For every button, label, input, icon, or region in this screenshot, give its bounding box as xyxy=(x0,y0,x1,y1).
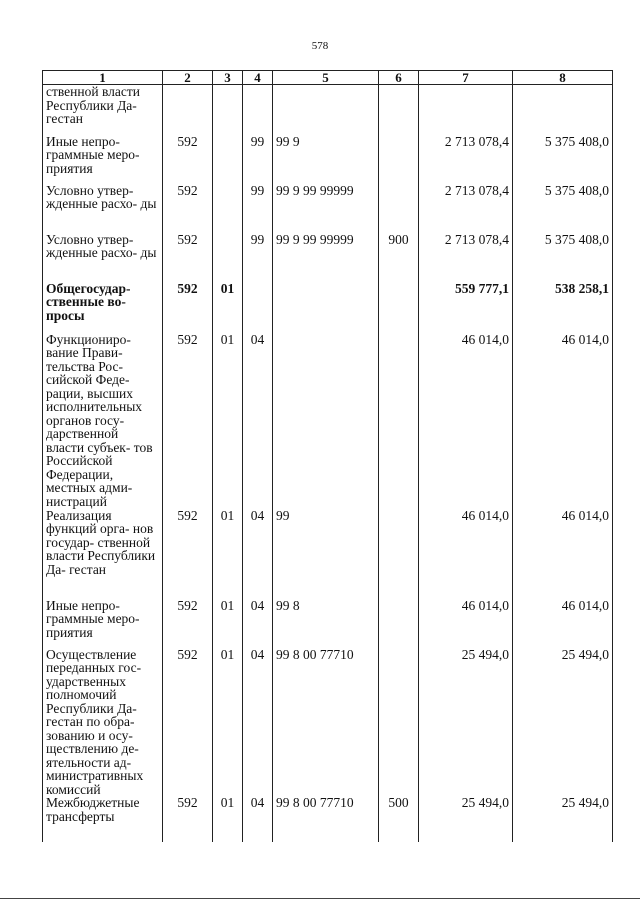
cell-c4 xyxy=(243,85,273,135)
row-name-cell: Общегосудар- ственные во- просы xyxy=(43,282,163,333)
cell-c2: 592 xyxy=(163,233,213,282)
cell-c5: 99 8 00 77710 xyxy=(273,796,379,842)
cell-c7: 46 014,0 xyxy=(419,333,513,509)
cell-c6 xyxy=(379,135,419,184)
page-number: 578 xyxy=(311,40,329,52)
cell-c5: 99 xyxy=(273,509,379,599)
cell-c8: 25 494,0 xyxy=(513,796,613,842)
cell-c8: 46 014,0 xyxy=(513,509,613,599)
col-header-1: 1 xyxy=(43,71,163,85)
cell-c8: 25 494,0 xyxy=(513,648,613,797)
cell-c6 xyxy=(379,184,419,233)
cell-c6: 900 xyxy=(379,233,419,282)
cell-c8: 46 014,0 xyxy=(513,333,613,509)
cell-c4: 99 xyxy=(243,233,273,282)
cell-c3 xyxy=(213,85,243,135)
col-header-8: 8 xyxy=(513,71,613,85)
cell-c4: 04 xyxy=(243,796,273,842)
cell-c3 xyxy=(213,184,243,233)
col-header-6: 6 xyxy=(379,71,419,85)
table-row xyxy=(43,85,613,135)
cell-c2: 592 xyxy=(163,135,213,184)
cell-c2: 592 xyxy=(163,282,213,333)
cell-c5 xyxy=(273,282,379,333)
cell-c7: 25 494,0 xyxy=(419,648,513,797)
cell-c2: 592 xyxy=(163,333,213,509)
table-row xyxy=(43,796,613,842)
budget-table xyxy=(42,70,613,842)
row-name-cell: Реализация функций орга- нов государ- ственной власти Республики Да- гестан xyxy=(43,509,163,599)
cell-c8: 5 375 408,0 xyxy=(513,233,613,282)
cell-c4: 04 xyxy=(243,509,273,599)
cell-c3: 01 xyxy=(213,282,243,333)
cell-c4: 04 xyxy=(243,599,273,648)
cell-c5: 99 8 00 77710 xyxy=(273,648,379,797)
cell-c7: 46 014,0 xyxy=(419,599,513,648)
cell-c7: 46 014,0 xyxy=(419,509,513,599)
cell-c5: 99 9 xyxy=(273,135,379,184)
page-bottom-rule xyxy=(0,898,640,899)
table-row xyxy=(43,599,613,648)
cell-c3: 01 xyxy=(213,509,243,599)
cell-c5: 99 9 99 99999 xyxy=(273,233,379,282)
table-body xyxy=(43,85,613,843)
col-header-5: 5 xyxy=(273,71,379,85)
cell-c4: 04 xyxy=(243,648,273,797)
cell-c8: 5 375 408,0 xyxy=(513,135,613,184)
cell-c2 xyxy=(163,85,213,135)
cell-c3: 01 xyxy=(213,333,243,509)
cell-c3: 01 xyxy=(213,796,243,842)
cell-c6 xyxy=(379,85,419,135)
col-header-4: 4 xyxy=(243,71,273,85)
cell-c3 xyxy=(213,135,243,184)
cell-c2: 592 xyxy=(163,184,213,233)
cell-c3: 01 xyxy=(213,599,243,648)
table-row xyxy=(43,648,613,797)
cell-c8 xyxy=(513,85,613,135)
cell-c4: 99 xyxy=(243,135,273,184)
cell-c5: 99 8 xyxy=(273,599,379,648)
cell-c6 xyxy=(379,509,419,599)
cell-c5 xyxy=(273,333,379,509)
cell-c7: 2 713 078,4 xyxy=(419,135,513,184)
cell-c8: 538 258,1 xyxy=(513,282,613,333)
cell-c6: 500 xyxy=(379,796,419,842)
table-row xyxy=(43,233,613,282)
row-name-cell: Межбюджетные трансферты xyxy=(43,796,163,842)
table-row xyxy=(43,282,613,333)
cell-c7: 559 777,1 xyxy=(419,282,513,333)
row-name-cell: Осуществление переданных гос- ударственных полномочий Республики Да- гестан по обра- зованию и осу- ществлению де- ятельности ад- министративных комиссий xyxy=(43,648,163,797)
cell-c2: 592 xyxy=(163,509,213,599)
cell-c3 xyxy=(213,233,243,282)
cell-c2: 592 xyxy=(163,599,213,648)
row-name-cell: Условно утвер- жденные расхо- ды xyxy=(43,233,163,282)
row-name-cell: Иные непро- граммные меро- приятия xyxy=(43,135,163,184)
row-name-cell: Функциониро- вание Прави- тельства Рос- сийской Феде- рации, высших исполнительных органов госу- дарственной власти субъек- тов Российской Федерации, местных адми- нистраций xyxy=(43,333,163,509)
col-header-3: 3 xyxy=(213,71,243,85)
cell-c8: 5 375 408,0 xyxy=(513,184,613,233)
cell-c6 xyxy=(379,599,419,648)
cell-c4 xyxy=(243,282,273,333)
cell-c2: 592 xyxy=(163,796,213,842)
cell-c6 xyxy=(379,282,419,333)
cell-c8: 46 014,0 xyxy=(513,599,613,648)
table-header-row xyxy=(43,71,613,85)
row-name-cell: ственной власти Республики Да- гестан xyxy=(43,85,163,135)
cell-c7: 2 713 078,4 xyxy=(419,184,513,233)
cell-c6 xyxy=(379,333,419,509)
cell-c7: 25 494,0 xyxy=(419,796,513,842)
table-row xyxy=(43,135,613,184)
cell-c6 xyxy=(379,648,419,797)
table-row xyxy=(43,184,613,233)
col-header-7: 7 xyxy=(419,71,513,85)
cell-c4: 04 xyxy=(243,333,273,509)
col-header-2: 2 xyxy=(163,71,213,85)
cell-c5 xyxy=(273,85,379,135)
table-row xyxy=(43,333,613,509)
cell-c7: 2 713 078,4 xyxy=(419,233,513,282)
cell-c2: 592 xyxy=(163,648,213,797)
cell-c4: 99 xyxy=(243,184,273,233)
row-name-cell: Иные непро- граммные меро- приятия xyxy=(43,599,163,648)
cell-c7 xyxy=(419,85,513,135)
table-row xyxy=(43,509,613,599)
cell-c5: 99 9 99 99999 xyxy=(273,184,379,233)
row-name-cell: Условно утвер- жденные расхо- ды xyxy=(43,184,163,233)
cell-c3: 01 xyxy=(213,648,243,797)
